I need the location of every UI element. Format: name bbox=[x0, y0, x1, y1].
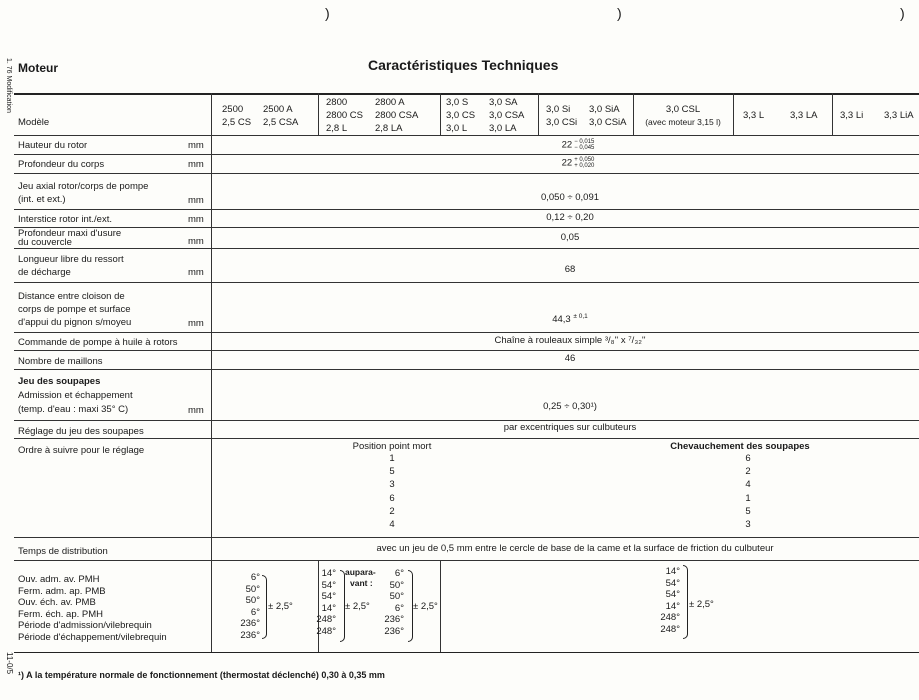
tolerance-label: ± 2,5° bbox=[413, 601, 438, 612]
unit-label: mm bbox=[188, 159, 204, 170]
order-right-title: Chevauchement des soupapes bbox=[670, 441, 810, 452]
row-label: corps de pompe et surface bbox=[18, 304, 131, 315]
model-name: 3,3 LiA bbox=[884, 110, 914, 121]
model-divider bbox=[440, 93, 441, 135]
row-value: 46 bbox=[564, 353, 576, 364]
model-name: 3,0 SiA bbox=[589, 104, 620, 115]
model-name: 2800 CSA bbox=[375, 110, 419, 121]
order-step: 1 bbox=[745, 492, 751, 504]
row-value: avec un jeu de 0,5 mm entre le cercle de base de la came et la surface de friction du culbuteur bbox=[376, 543, 774, 554]
model-name: 3,3 Li bbox=[840, 110, 864, 121]
unit-label: mm bbox=[188, 214, 204, 225]
timing-value: 248° bbox=[316, 614, 336, 626]
model-label: Modèle bbox=[18, 117, 50, 128]
row-divider bbox=[14, 135, 919, 136]
model-name: 3,0 L bbox=[446, 123, 468, 134]
timing-item: Ferm. adm. ap. PMB bbox=[18, 585, 106, 597]
order-step: 5 bbox=[389, 466, 395, 478]
order-step: 2 bbox=[745, 466, 751, 478]
row-value: 22 − 0,015 − 0,045 bbox=[561, 139, 595, 151]
order-step: 2 bbox=[389, 505, 395, 517]
unit-label: mm bbox=[188, 405, 204, 416]
timing-value: 236° bbox=[384, 614, 404, 626]
order-step: 6 bbox=[745, 453, 751, 464]
row-divider bbox=[14, 420, 919, 421]
row-divider bbox=[14, 209, 919, 210]
margin-revision: 1. 76 Modification bbox=[5, 58, 12, 113]
order-left-title: Position point mort bbox=[352, 441, 432, 452]
timing-value: 14° bbox=[321, 602, 336, 614]
model-name: (avec moteur 3,15 l) bbox=[645, 117, 721, 127]
timing-value: 6° bbox=[394, 568, 404, 579]
timing-value: 50° bbox=[389, 591, 404, 603]
timing-divider bbox=[440, 561, 441, 652]
row-label: Temps de distribution bbox=[18, 546, 108, 557]
model-name: 3,0 S bbox=[446, 97, 469, 108]
timing-value: 248° bbox=[660, 612, 680, 624]
model-name: 3,0 CSi bbox=[546, 117, 578, 128]
model-name: 3,0 LA bbox=[489, 123, 517, 134]
model-divider bbox=[538, 93, 539, 135]
unit-label: mm bbox=[188, 195, 204, 206]
row-value: 0,12 ÷ 0,20 bbox=[546, 212, 594, 223]
model-name: 2500 bbox=[222, 104, 244, 115]
model-name: 3,0 SA bbox=[489, 97, 518, 108]
label-column-divider bbox=[211, 93, 212, 652]
model-name: 3,0 Si bbox=[546, 104, 571, 115]
model-name: 2800 CS bbox=[326, 110, 363, 121]
timing-value: 54° bbox=[321, 591, 336, 603]
margin-page-ref: 11-0/5 bbox=[5, 652, 14, 675]
timing-value: 54° bbox=[665, 577, 680, 589]
row-value: 22 + 0,050 + 0,020 bbox=[561, 157, 595, 169]
row-divider bbox=[14, 332, 919, 333]
row-value: Chaîne à rouleaux simple ³/₈'' x ⁷/₃₂'' bbox=[494, 335, 646, 346]
row-label: Réglage du jeu des soupapes bbox=[18, 426, 144, 437]
row-label: du couvercle bbox=[18, 237, 72, 248]
model-name: 2,8 LA bbox=[375, 123, 403, 134]
scan-mark: ) bbox=[325, 5, 330, 21]
table-bottom-rule bbox=[14, 652, 919, 653]
row-label: Jeu des soupapes bbox=[18, 376, 101, 387]
timing-value: 236° bbox=[240, 618, 260, 630]
timing-item: Période d'admission/vilebrequin bbox=[18, 620, 152, 632]
timing-value: 14° bbox=[321, 568, 336, 579]
model-name: 2800 bbox=[326, 97, 348, 108]
order-step: 3 bbox=[389, 479, 395, 491]
timing-item: Ferm. éch. ap. PMH bbox=[18, 608, 103, 620]
unit-label: mm bbox=[188, 318, 204, 329]
order-step: 1 bbox=[389, 453, 395, 464]
model-name: 3,3 L bbox=[743, 110, 765, 121]
timing-value: 54° bbox=[321, 579, 336, 591]
unit-label: mm bbox=[188, 236, 204, 247]
timing-value: 6° bbox=[394, 602, 404, 614]
timing-value: 50° bbox=[245, 595, 260, 607]
row-divider bbox=[14, 173, 919, 174]
row-value: 44,3 $^{\pm 0,1}$ bbox=[552, 313, 588, 326]
model-name: 3,0 CSA bbox=[489, 110, 525, 121]
row-label: Distance entre cloison de bbox=[18, 291, 125, 302]
timing-note: vant : bbox=[350, 578, 373, 588]
row-label: Nombre de maillons bbox=[18, 356, 103, 367]
row-label: Profondeur du corps bbox=[18, 159, 105, 170]
footnote: ¹) A la température normale de fonctionnement (thermostat déclenché) 0,30 à 0,35 mm bbox=[18, 670, 385, 680]
row-label: Interstice rotor int./ext. bbox=[18, 214, 112, 225]
timing-note: aupara- bbox=[345, 567, 376, 577]
row-value: 68 bbox=[564, 264, 576, 275]
section-title: Moteur bbox=[18, 61, 58, 75]
timing-item: Ouv. éch. av. PMB bbox=[18, 597, 96, 609]
timing-item: Ouv. adm. av. PMH bbox=[18, 574, 100, 585]
timing-value: 6° bbox=[250, 606, 260, 618]
scan-mark: ) bbox=[900, 5, 905, 21]
row-label: Ordre à suivre pour le réglage bbox=[18, 445, 145, 456]
order-step: 3 bbox=[745, 519, 751, 530]
timing-value: 50° bbox=[245, 583, 260, 595]
row-divider bbox=[14, 282, 919, 283]
tolerance-label: ± 2,5° bbox=[689, 599, 714, 610]
tolerance-label: ± 2,5° bbox=[345, 601, 370, 612]
row-divider bbox=[14, 438, 919, 439]
timing-value: 248° bbox=[660, 624, 680, 635]
unit-label: mm bbox=[188, 140, 204, 151]
timing-value: 14° bbox=[665, 600, 680, 612]
timing-value: 50° bbox=[389, 579, 404, 591]
brace bbox=[683, 565, 688, 639]
model-name: 3,3 LA bbox=[790, 110, 818, 121]
timing-value: 236° bbox=[240, 630, 260, 641]
row-value: 0,05 bbox=[560, 232, 580, 243]
model-name: 3,0 CSiA bbox=[589, 117, 627, 128]
table-top-rule bbox=[14, 93, 919, 95]
model-divider bbox=[633, 93, 634, 135]
row-label: Jeu axial rotor/corps de pompe bbox=[18, 181, 149, 192]
row-divider bbox=[14, 560, 919, 561]
tolerance-label: ± 2,5° bbox=[268, 601, 293, 612]
row-label: de décharge bbox=[18, 267, 71, 278]
timing-value: 14° bbox=[665, 566, 680, 577]
model-divider bbox=[318, 93, 319, 135]
model-name: 2,8 L bbox=[326, 123, 348, 134]
order-step: 6 bbox=[389, 492, 395, 504]
row-label: (temp. d'eau : maxi 35° C) bbox=[18, 404, 129, 415]
row-divider bbox=[14, 350, 919, 351]
timing-item: Période d'échappement/vilebrequin bbox=[18, 632, 167, 643]
timing-value: 248° bbox=[316, 626, 336, 637]
model-name: 2,5 CSA bbox=[263, 117, 299, 128]
row-label: Profondeur maxi d'usure bbox=[18, 228, 122, 239]
order-step: 5 bbox=[745, 505, 751, 517]
order-step: 4 bbox=[389, 519, 395, 530]
row-label: d'appui du pignon s/moyeu bbox=[18, 317, 132, 328]
unit-label: mm bbox=[188, 267, 204, 278]
row-divider bbox=[14, 537, 919, 538]
timing-value: 6° bbox=[250, 572, 260, 583]
row-divider bbox=[14, 248, 919, 249]
model-name: 2500 A bbox=[263, 104, 293, 115]
model-divider bbox=[832, 93, 833, 135]
row-label: (int. et ext.) bbox=[18, 194, 66, 205]
model-divider bbox=[733, 93, 734, 135]
model-name: 3,0 CS bbox=[446, 110, 476, 121]
model-name: 2800 A bbox=[375, 97, 405, 108]
row-divider bbox=[14, 154, 919, 155]
page-title: Caractéristiques Techniques bbox=[368, 57, 559, 73]
row-label: Longueur libre du ressort bbox=[18, 254, 124, 265]
row-value: par excentriques sur culbuteurs bbox=[503, 422, 637, 433]
row-label: Hauteur du rotor bbox=[18, 140, 88, 151]
model-name: 2,5 CS bbox=[222, 117, 252, 128]
row-divider bbox=[14, 227, 919, 228]
timing-value: 54° bbox=[665, 589, 680, 601]
model-name: 3,0 CSL bbox=[665, 104, 701, 115]
row-label: Admission et échappement bbox=[18, 390, 133, 401]
brace bbox=[262, 575, 267, 639]
row-label: Commande de pompe à huile à rotors bbox=[18, 337, 178, 348]
scan-mark: ) bbox=[617, 5, 622, 21]
order-step: 4 bbox=[745, 479, 751, 491]
row-value: 0,050 ÷ 0,091 bbox=[540, 192, 600, 203]
row-value: 0,25 ÷ 0,30¹) bbox=[543, 401, 597, 412]
row-divider bbox=[14, 369, 919, 370]
timing-value: 236° bbox=[384, 626, 404, 637]
